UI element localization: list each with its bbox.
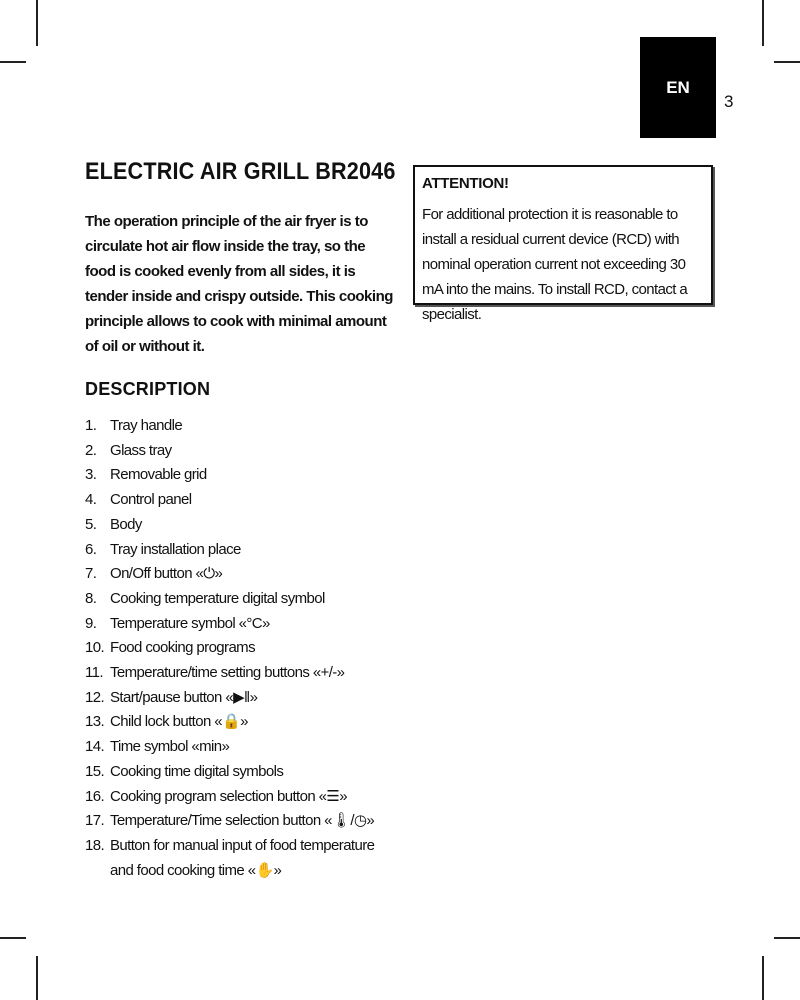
list-item [85, 735, 395, 760]
list-item-text: Time symbol «min» [110, 738, 230, 756]
list-item [85, 488, 395, 513]
list-item-number: 3. [85, 466, 97, 484]
page-number: 3 [724, 92, 734, 111]
list-item-number: 8. [85, 589, 97, 607]
list-item-number: 12. [85, 688, 105, 706]
attention-box [413, 165, 713, 323]
list-item-text: Temperature/Time selection button «🌡/◷» [110, 812, 375, 830]
list-item-number: 7. [85, 565, 97, 583]
list-item-text: Start/pause button «▶‖» [110, 688, 258, 706]
list-item-text: Tray installation place [110, 540, 241, 558]
list-item-text: Cooking time digital symbols [110, 762, 284, 780]
list-item [85, 834, 395, 883]
list-item-number: 9. [85, 614, 97, 632]
list-item-number: 13. [85, 713, 105, 731]
list-item [85, 587, 395, 612]
list-item-number: 5. [85, 515, 97, 533]
crop-mark [0, 61, 26, 63]
crop-mark [0, 937, 26, 939]
page-title: ELECTRIC AIR GRILL BR2046 [85, 158, 396, 185]
list-item [85, 439, 395, 464]
list-item [85, 562, 395, 587]
list-item [85, 513, 395, 538]
list-item-text: Control panel [110, 491, 192, 509]
attention-text: For additional protection it is reasonable to install a residual current device (RCD) with nominal operation current not exceeding 30 mA into the mains. To install RCD, contact a specialist. [422, 206, 688, 323]
list-item-number: 11. [85, 664, 103, 682]
list-item-number: 17. [85, 812, 105, 830]
attention-title: ATTENTION! [422, 175, 509, 192]
list-item-text: Cooking program selection button «☰» [110, 787, 347, 805]
list-item [85, 785, 395, 810]
crop-mark [762, 0, 764, 46]
left-column [85, 158, 395, 883]
list-item-text: Child lock button «🔒» [110, 713, 248, 731]
description-list [85, 414, 395, 883]
description-heading: DESCRIPTION [85, 379, 211, 399]
list-item [85, 538, 395, 563]
list-item-text: Cooking temperature digital symbol [110, 589, 325, 607]
list-item [85, 463, 395, 488]
list-item-number: 15. [85, 762, 105, 780]
crop-mark [36, 0, 38, 46]
crop-mark [774, 937, 800, 939]
list-item-number: 1. [85, 417, 97, 434]
crop-mark [36, 956, 38, 1000]
list-item-number: 2. [85, 441, 97, 459]
list-item-number: 4. [85, 491, 97, 509]
list-item [85, 710, 395, 735]
list-item [85, 612, 395, 637]
list-item-number: 18. [85, 836, 105, 854]
list-item-number: 6. [85, 540, 97, 558]
list-item [85, 636, 395, 661]
list-item-text: Food cooking programs [110, 639, 255, 657]
list-item [85, 760, 395, 785]
language-tab: EN [640, 37, 716, 138]
list-item-text: Removable grid [110, 466, 207, 484]
list-item-text: Temperature/time setting buttons «+/-» [110, 664, 345, 682]
list-item [85, 661, 395, 686]
list-item-number: 14. [85, 738, 105, 756]
crop-mark [774, 61, 800, 63]
list-item-text: Temperature symbol «°C» [110, 614, 270, 632]
list-item [85, 686, 395, 711]
list-item-text: On/Off button «⏻» [110, 565, 223, 583]
intro-paragraph: The operation principle of the air fryer is to circulate hot air flow inside the tray, so the food is cooked evenly from all sides, it is tender inside and crispy outside. This cooking principle allows to cook with minimal amount of oil or without it. [85, 213, 393, 355]
list-item-text: Button for manual input of food temperature and food cooking time «✋» [110, 836, 375, 879]
crop-mark [762, 956, 764, 1000]
list-item [85, 809, 395, 834]
list-item [85, 414, 395, 439]
list-item-text: Body [110, 515, 142, 533]
list-item-number: 10. [85, 639, 105, 657]
list-item-number: 16. [85, 787, 105, 805]
list-item-text: Glass tray [110, 441, 172, 459]
list-item-text: Tray handle [110, 417, 183, 434]
